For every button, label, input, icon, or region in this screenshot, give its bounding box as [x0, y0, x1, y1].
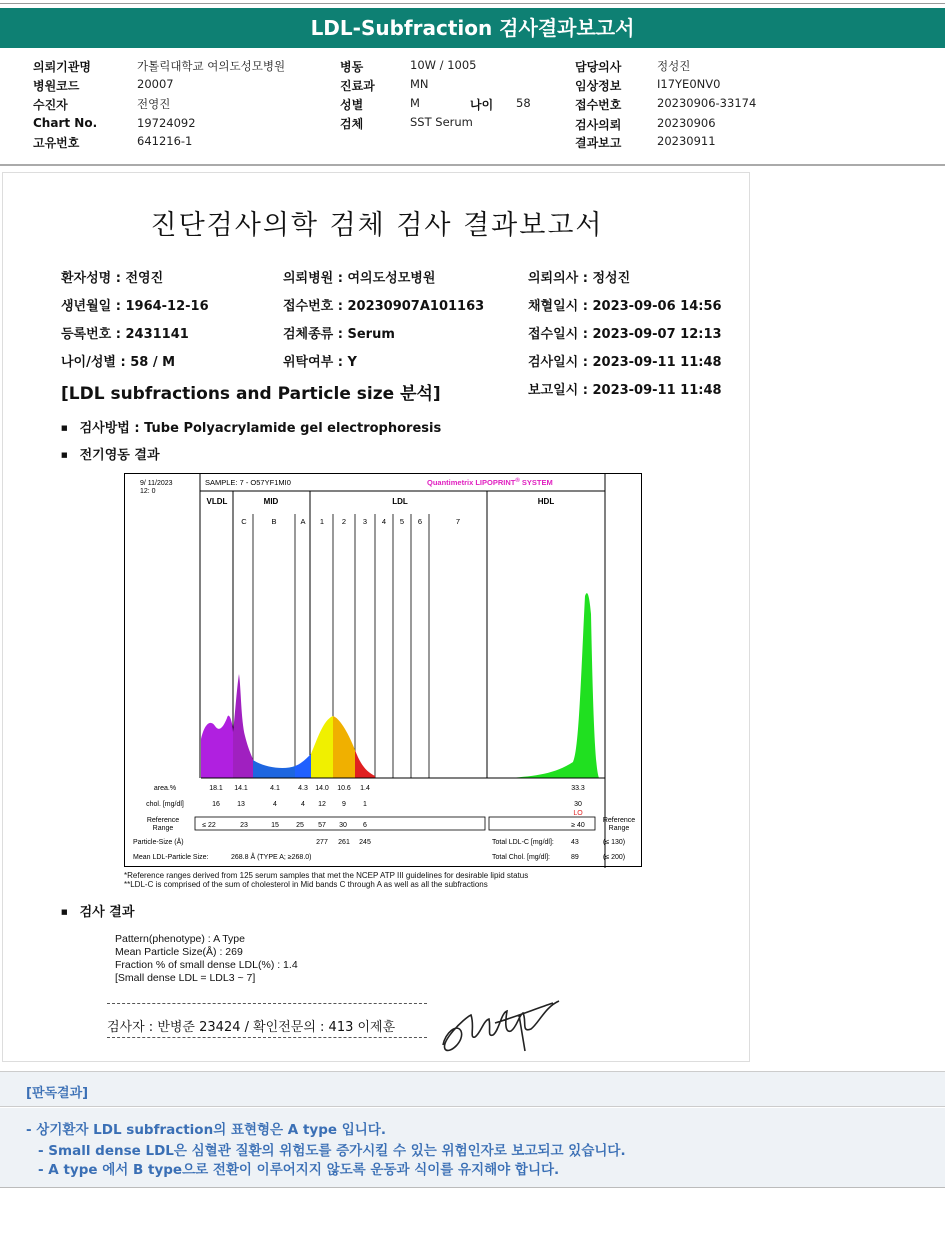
band-label: 7 [455, 517, 461, 526]
patient-reg: 등록번호 : 2431141 [61, 327, 189, 342]
info-label: 진료과 [340, 79, 375, 93]
row-label-ref: Range [152, 825, 174, 832]
info-value: I17YE0NV0 [657, 77, 721, 91]
result-line: [Small dense LDL = LDL3 ~ 7] [115, 972, 256, 984]
total-chol-label: Total Chol. [mg/dl]: [492, 854, 550, 861]
particle-size: 261 [338, 839, 350, 846]
test-time: 검사일시 : 2023-09-11 11:48 [528, 355, 722, 370]
band-label: C [241, 517, 247, 526]
info-label: 담당의사 [575, 60, 622, 74]
total-chol: 89 [571, 854, 579, 861]
band-label: 5 [399, 517, 405, 526]
specimen-type: 검체종류 : Serum [283, 327, 395, 342]
collect-time: 채혈일시 : 2023-09-06 14:56 [528, 299, 722, 314]
info-value: MN [410, 77, 429, 91]
particle-size: 277 [316, 839, 328, 846]
consignment: 위탁여부 : Y [283, 355, 357, 370]
footnote-1: *Reference ranges derived from 125 serum samples that met the NCEP ATP III guidelines for desirable lipid status [124, 871, 529, 880]
band-label: 1 [319, 517, 325, 526]
dash-divider [107, 1037, 427, 1038]
request-info [0, 56, 945, 166]
total-ldl-label: Total LDL-C [mg/dl]: [492, 839, 554, 846]
chol-flag-lo: LO [573, 810, 583, 817]
info-label: Chart No. [33, 116, 98, 130]
info-value: 19724092 [137, 116, 196, 130]
band-label: B [271, 517, 277, 526]
dash-divider [107, 1003, 427, 1004]
area-value: 14.1 [234, 785, 248, 792]
chart-brand-mark: ® [515, 478, 520, 484]
chol-value: 13 [237, 801, 245, 808]
accession-no: 접수번호 : 20230907A101163 [283, 299, 485, 314]
result-line: Mean Particle Size(Å) : 269 [115, 946, 243, 958]
area-value-hdl: 33.3 [571, 785, 585, 792]
electrophoresis-svg [125, 474, 643, 868]
area-value: 4.1 [270, 785, 280, 792]
opinion-body [0, 1108, 945, 1188]
ref-value-hdl: ≥ 40 [571, 822, 585, 829]
total-ldl: 43 [571, 839, 579, 846]
group-label: HDL [537, 497, 555, 506]
info-value: 20007 [137, 77, 174, 91]
opinion-title: [판독결과] [26, 1086, 89, 1101]
lipoprint-chart [124, 473, 642, 867]
info-label: 의뢰기관명 [33, 60, 91, 74]
request-hospital: 의뢰병원 : 여의도성모병원 [283, 271, 436, 286]
opinion-line: - Small dense LDL은 심혈관 질환의 위험도를 증가시킬 수 있는 위험인자로 보고되고 있습니다. [38, 1143, 626, 1159]
chol-value-hdl: 30 [574, 801, 582, 808]
inspector-line: 검사자 : 반병준 23424 / 확인전문의 : 413 이제훈 [107, 1020, 396, 1035]
area-value: 1.4 [360, 785, 370, 792]
ref-value: 6 [363, 822, 367, 829]
chart-brand-suffix: SYSTEM [519, 478, 553, 487]
ref-value: 30 [339, 822, 347, 829]
patient-name: 환자성명 : 전영진 [61, 271, 164, 286]
ref-value: 15 [271, 822, 279, 829]
ref-value: ≤ 22 [202, 822, 216, 829]
row-label-psize: Particle-Size (Å) [133, 839, 184, 846]
chart-date: 9/ 11/2023 [140, 480, 173, 487]
page-title: LDL-Subfraction 검사결과보고서 [0, 8, 945, 48]
patient-birth: 생년월일 : 1964-12-16 [61, 299, 209, 314]
area-value: 4.3 [298, 785, 308, 792]
info-label: 고유번호 [33, 136, 80, 150]
info-value: 10W / 1005 [410, 58, 477, 72]
opinion-line: - A type 에서 B type으로 전환이 이루어지지 않도록 운동과 식이를 유지해야 합니다. [38, 1162, 560, 1178]
info-label: 병원코드 [33, 79, 80, 93]
ref-value: 23 [240, 822, 248, 829]
row-label-area: area.% [153, 785, 177, 792]
receive-time: 접수일시 : 2023-09-07 12:13 [528, 327, 722, 342]
info-label: 나이 [470, 98, 494, 112]
info-value: 20230906-33174 [657, 96, 757, 110]
peak-mid-b [253, 760, 295, 778]
group-label: LDL [392, 497, 408, 506]
ref-value: 25 [296, 822, 304, 829]
report-title: 진단검사의학 검체 검사 결과보고서 [150, 210, 604, 241]
group-label: VLDL [206, 497, 228, 506]
info-value: 정성진 [657, 59, 691, 73]
area-value: 10.6 [337, 785, 351, 792]
chol-value: 12 [318, 801, 326, 808]
report-time: 보고일시 : 2023-09-11 11:48 [528, 383, 722, 398]
peak-ldl2 [333, 716, 355, 778]
info-value: 20230906 [657, 116, 716, 130]
peak-mid-a [295, 754, 311, 778]
peak-ldl3 [355, 750, 375, 778]
info-value: 20230911 [657, 134, 716, 148]
chol-value: 1 [363, 801, 367, 808]
peak-ldl1 [311, 716, 333, 778]
chart-brand: Quantimetrix LIPOPRINT® SYSTEM [427, 478, 553, 487]
info-value: 58 [516, 96, 531, 110]
info-value: 641216-1 [137, 134, 193, 148]
peak-vldl [201, 716, 233, 778]
row-label-ref-right: Range [608, 825, 630, 832]
result-line: Pattern(phenotype) : A Type [115, 933, 245, 945]
row-label-ref-right: Reference [602, 817, 636, 824]
group-label: MID [263, 497, 279, 506]
info-label: 접수번호 [575, 98, 622, 112]
row-label-chol: chol. [mg/dl] [146, 801, 184, 808]
opinion-line: - 상기환자 LDL subfraction의 표현형은 A type 입니다. [26, 1122, 386, 1138]
particle-size: 245 [359, 839, 371, 846]
info-label: 병동 [340, 60, 364, 74]
footnote-2: **LDL-C is comprised of the sum of cholesterol in Mid bands C through A as well as all the subfractions [124, 880, 488, 889]
chart-sample: SAMPLE: 7 - O57YF1MI0 [205, 478, 291, 487]
info-label: 임상정보 [575, 79, 622, 93]
info-label: 결과보고 [575, 136, 622, 150]
info-label: 성별 [340, 98, 364, 112]
info-value: M [410, 96, 420, 110]
row-label-ref: Reference [146, 817, 180, 824]
band-label: 3 [362, 517, 368, 526]
patient-age-sex: 나이/성별 : 58 / M [61, 355, 176, 370]
chol-value: 4 [301, 801, 305, 808]
area-value: 18.1 [209, 785, 223, 792]
band-label: A [300, 517, 306, 526]
chart-time: 12: 0 [140, 488, 156, 495]
result-head: ■ 검사 결과 [61, 901, 134, 920]
info-label: 검체 [340, 117, 364, 131]
area-value: 14.0 [315, 785, 329, 792]
band-label: 2 [341, 517, 347, 526]
lab-report [2, 172, 750, 1062]
chol-value: 4 [273, 801, 277, 808]
section-title: [LDL subfractions and Particle size 분석] [61, 384, 441, 404]
total-ldl-ref: (≤ 130) [603, 839, 626, 846]
peak-hdl [510, 593, 599, 778]
opinion-header [0, 1071, 945, 1107]
info-label: 수진자 [33, 98, 68, 112]
info-value: 가톨릭대학교 여의도성모병원 [137, 59, 286, 73]
electro-line: ■ 전기영동 결과 [61, 444, 160, 463]
mean-size: 268.8 Å (TYPE A; ≥268.0) [231, 854, 312, 861]
result-line: Fraction % of small dense LDL(%) : 1.4 [115, 959, 298, 971]
method-line: ■ 검사방법 : Tube Polyacrylamide gel electrophoresis [61, 417, 441, 436]
total-chol-ref: (≤ 200) [603, 854, 626, 861]
chol-value: 16 [212, 801, 220, 808]
peak-mid-c [233, 674, 253, 778]
result-lines [115, 933, 298, 985]
info-label: 검사의뢰 [575, 118, 622, 132]
info-value: SST Serum [410, 115, 473, 129]
signature-image [435, 993, 565, 1059]
chol-value: 9 [342, 801, 346, 808]
info-value: 전영진 [137, 97, 171, 111]
band-label: 6 [417, 517, 423, 526]
band-label: 4 [381, 517, 387, 526]
top-rule [0, 3, 945, 4]
ref-value: 57 [318, 822, 326, 829]
row-label-mean: Mean LDL-Particle Size: [133, 854, 209, 861]
request-doctor: 의뢰의사 : 정성진 [528, 271, 631, 286]
